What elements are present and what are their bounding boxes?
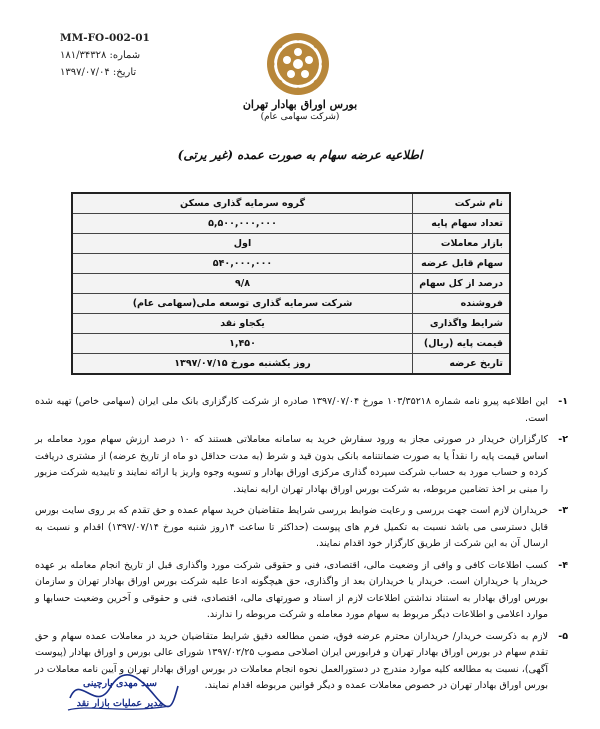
row-label: فروشنده (413, 294, 511, 314)
org-type-text: (شرکت سهامی عام) (260, 112, 340, 122)
letter-date-value: ۱۳۹۷/۰۷/۰۴ (60, 67, 110, 78)
list-item (35, 432, 568, 498)
table-row (72, 254, 510, 274)
signer-role: مدیر عملیات بازار نقد (76, 698, 164, 709)
row-label: تاریخ عرضه (413, 354, 511, 375)
document-meta (60, 30, 180, 81)
organization-name (200, 98, 400, 124)
note-number: ۱- (558, 396, 568, 407)
form-code: MM-FO-002-01 (60, 32, 150, 44)
note-number: ۲- (558, 434, 568, 445)
table-row (72, 314, 510, 334)
list-item (35, 503, 568, 553)
row-label: بازار معاملات (413, 234, 511, 254)
notes-list (35, 394, 568, 700)
letter-date-label: تاریخ: (112, 67, 137, 78)
letter-date (60, 64, 180, 81)
note-text: این اطلاعیه پیرو نامه شماره ۱۰۳/۳۵۲۱۸ مورخ ۱۳۹۷/۰۷/۰۴ صادره از شرکت کارگزاری بانک ملی ایران (سهامی خاص) تهیه شده است. (35, 396, 548, 424)
note-text: کسب اطلاعات کافی و وافی از وضعیت مالی، اقتصادی، فنی و حقوقی شرکت مورد واگذاری قبل از تاریخ انجام معامله بر عهده خریدار یا خریداران است. خریدار یا خریداران بعد از واگذاری، حق هیچگونه ادعا علیه شرکت بورس اوراق بهادار تهران و سازمان بورس اوراق بهادار به استناد نداشتن اطلاعات لازم از اسناد و صورتهای مالی، اقتصادی، فنی و حقوقی و آخرین وضعیت حسابها و موارد اعلامی و اطلاعات دیگر مربوط به سهام مورد معامله و شرکت مربوطه را ندارند. (35, 559, 548, 620)
note-number: ۳- (558, 505, 568, 516)
table-row (72, 234, 510, 254)
row-label: سهام قابل عرضه (413, 254, 511, 274)
letter-number-label: شماره: (109, 50, 141, 61)
row-value: یکجاو نقد (72, 314, 413, 334)
row-value: گروه سرمایه گذاری مسکن (72, 193, 413, 214)
document-title: اطلاعیه عرضه سهام به صورت عمده (غیر یرتی) (177, 148, 423, 162)
list-item (35, 394, 568, 427)
row-value: ۵,۵۰۰,۰۰۰,۰۰۰ (72, 214, 413, 234)
letter-number (60, 47, 180, 64)
signature-block (60, 668, 180, 718)
row-value: ۵۴۰,۰۰۰,۰۰۰ (72, 254, 413, 274)
row-label: درصد از کل سهام (413, 274, 511, 294)
list-item (35, 558, 568, 624)
row-value: ۹/۸ (72, 274, 413, 294)
table-row (72, 334, 510, 354)
row-label: شرایط واگذاری (413, 314, 511, 334)
row-value: شرکت سرمایه گذاری توسعه ملی(سهامی عام) (72, 294, 413, 314)
row-value: روز یکشنبه مورخ ۱۳۹۷/۰۷/۱۵ (72, 354, 413, 375)
table-row (72, 193, 510, 214)
note-number: ۵- (558, 630, 568, 642)
note-text: کارگزاران خریدار در صورتی مجاز به ورود سفارش خرید به سامانه معاملاتی هستند که ۱۰ درصد ارزش سهام مورد معامله بر اساس قیمت پایه را نقداً یا به صورت ضمانتنامه بانکی بدون قید و شرط (به مدت حداقل دو ماه از تاریخ عرضه) از مشتری دریافت کرده و حساب مورد به حساب شرکت سپرده گذاری مرکزی اوراق بهادار و تسویه وجوه واریز یا ارائه نمایند و تاییدیه شرکت مزبور را مبنی بر اخذ تضامین مربوطه، به شرکت بورس اوراق بهادار تهران ارایه نمایند. (35, 434, 548, 495)
row-value: اول (72, 234, 413, 254)
signature-text (60, 674, 180, 714)
row-label: نام شرکت (413, 193, 511, 214)
row-label: قیمت پایه (ریال) (413, 334, 511, 354)
note-text: خریداران لازم است جهت بررسی و رعایت ضوابط بررسی شرایط متقاضیان خرید سهام عمده و حق تقدم که بر روی سایت بورس قابل دسترسی می باشد نسبت به تکمیل فرم های پیوست (حداکثر تا ساعت ۱۴روز شنبه مورخ ۱۳۹۷/۰۷/۱۴) اقدام و نسبت به ارسال آن به این شرکت از طریق کارگزار خود اقدام نمایند. (35, 505, 548, 549)
letter-number-value: ۱۸۱/۳۴۳۲۸ (60, 50, 107, 61)
row-value: ۱,۴۵۰ (72, 334, 413, 354)
table-row (72, 294, 510, 314)
note-number: ۴- (558, 559, 568, 571)
table-row (72, 274, 510, 294)
row-label: تعداد سهام پایه (413, 214, 511, 234)
signer-name: سید مهدی بارچینی (83, 678, 157, 689)
offering-details-table (71, 192, 511, 375)
table-row (72, 354, 510, 375)
note-text: لازم به ذکرست خریدار/ خریداران محترم عرضه فوق، ضمن مطالعه دقیق شرایط متقاضیان خرید در معاملات عمده سهام و حق تقدم سهام در بورس اوراق بهادار تهران و فرابورس ایران اصلاحی مصوب ۱۳۹۷/۰۲/۲۵ شورای عالی بورس و اوراق بهادار (پیوست آگهی)، نسبت به مطالعه کلیه موارد مندرج در دستورالعمل نحوه انجام معاملات در بورس اوراق بهادار تهران و آیین نامه معاملات در بورس اوراق بهادار تهران در خصوص معاملات عمده و دیگر قوانین مربوطه اقدام نمایند. (35, 630, 549, 691)
exchange-logo-icon (264, 30, 332, 98)
org-name-text: بورس اوراق بهادار تهران (242, 98, 358, 111)
table-row (72, 214, 510, 234)
